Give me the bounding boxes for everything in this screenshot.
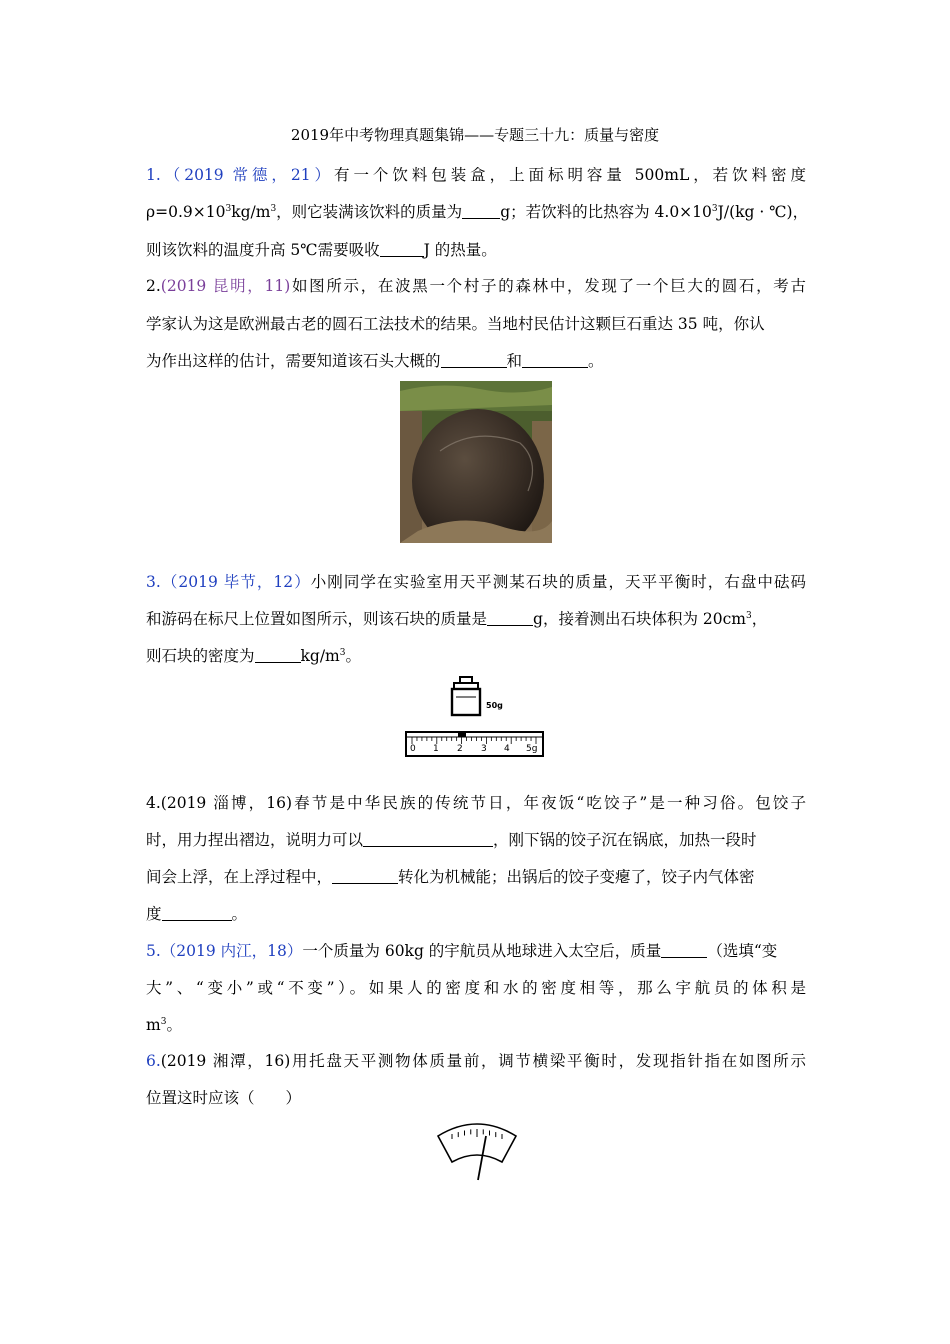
q1-text: ，则它装满该饮料的质量为 — [276, 203, 463, 221]
q3-line-1 — [146, 570, 806, 592]
q3-text: 。 — [345, 647, 361, 665]
q1-line-2 — [146, 200, 809, 222]
q1-blank-mass[interactable] — [462, 204, 500, 219]
q4-text: ，刚下锅的饺子沉在锅底，加热一段时 — [493, 831, 757, 849]
q1-sup: 3 — [711, 204, 718, 214]
q6-text: 用托盘天平测物体质量前，调节横梁平衡时，发现指针指在如图所示 — [290, 1052, 806, 1070]
q2-blank-2[interactable] — [522, 353, 588, 368]
page-title: 2019年中考物理真题集锦——专题三十九：质量与密度 — [290, 126, 660, 144]
q5-source: （2019 内江，18） — [160, 942, 303, 960]
scale-label-2: 2 — [457, 744, 463, 754]
scale-label-1: 1 — [433, 744, 439, 754]
q4-source: (2019 淄博，16) — [160, 794, 293, 812]
q2-number: 2. — [146, 277, 161, 295]
q4-text: 时，用力捏出褶边，说明力可以 — [146, 831, 364, 849]
scale-label-4: 4 — [504, 744, 510, 754]
q3-blank-density[interactable] — [255, 648, 301, 663]
weight-icon — [452, 677, 480, 715]
q1-number: 1. — [146, 166, 161, 184]
q5-text: 大”、“变小”或“不变”）。如果人的密度和水的密度相等，那么宇航员的体积是 — [146, 979, 806, 997]
rider-marker — [458, 732, 466, 737]
q2-text: 学家认为这是欧洲最古老的圆石工法技术的结果。当地村民估计这颗巨石重达 35 吨，你认 — [146, 315, 765, 333]
q3-text: 则石块的密度为 — [146, 647, 255, 665]
q3-sup: 3 — [339, 648, 346, 658]
q1-text: J/(kg · ℃)， — [717, 203, 809, 221]
q3-blank-mass[interactable] — [487, 611, 533, 626]
scale-label-5: 5g — [526, 744, 538, 754]
q4-text: 间会上浮，在上浮过程中， — [146, 868, 333, 886]
q1-sup: 3 — [270, 204, 277, 214]
q4-blank-2[interactable] — [332, 869, 398, 884]
q1-text: 则该饮料的温度升高 5℃需要吸收 — [146, 241, 380, 259]
q2-line-3 — [146, 349, 806, 371]
q2-text: 如图所示，在波黑一个村子的森林中，发现了一个巨大的圆石，考古 — [290, 277, 806, 295]
q6-line-1 — [146, 1049, 806, 1071]
q6-text: 位置这时应该（ ） — [146, 1089, 302, 1107]
q5-text: 一个质量为 60kg 的宇航员从地球进入太空后，质量 — [302, 942, 662, 960]
q2-line-1 — [146, 274, 806, 296]
q5-blank-mass[interactable] — [661, 943, 707, 958]
q5-number: 5. — [146, 942, 161, 960]
weight-label: 50g — [486, 701, 503, 710]
q3-text: ， — [751, 610, 768, 628]
q6-number: 6. — [146, 1052, 161, 1070]
q1-text: kg/m — [231, 203, 271, 221]
ruler-scale — [406, 732, 543, 756]
q4-text: 转化为机械能；出锅后的饺子变瘪了，饺子内气体密 — [398, 868, 755, 886]
q3-sup: 3 — [745, 611, 752, 621]
q2-source: (2019 昆明，11) — [160, 277, 291, 295]
q1-text: 有一个饮料包装盒，上面标明容量 500mL，若饮料密度 — [334, 166, 806, 184]
q2-text: 。 — [588, 352, 604, 370]
q5-text: 。 — [166, 1016, 182, 1034]
q4-blank-1[interactable] — [363, 832, 493, 847]
q5-line-1 — [146, 939, 806, 961]
scale-label-0: 0 — [410, 744, 416, 754]
q1-sup: 3 — [225, 204, 232, 214]
q1-line-1 — [146, 163, 806, 185]
q3-text: kg/m — [300, 647, 340, 665]
q1-blank-heat[interactable] — [380, 242, 424, 257]
q4-number: 4. — [146, 794, 161, 812]
q1-text: ρ=0.9×10 — [146, 203, 226, 221]
q1-text: J 的热量。 — [423, 241, 497, 259]
q6-source: (2019 湘潭，16) — [160, 1052, 291, 1070]
q4-text: 春节是中华民族的传统节日，年夜饭“吃饺子”是一种习俗。包饺子 — [292, 794, 806, 812]
q3-text: 和游码在标尺上位置如图所示，则该石块的质量是 — [146, 610, 488, 628]
q3-line-2 — [146, 607, 806, 629]
q1-source: （2019 常德，21） — [160, 166, 335, 184]
weight-and-scale-figure — [400, 675, 550, 759]
q4-text: 。 — [231, 905, 248, 923]
q2-blank-1[interactable] — [441, 353, 507, 368]
q3-text: g，接着测出石块体积为 20cm — [533, 610, 746, 628]
scale-label-3: 3 — [481, 744, 487, 754]
q5-line-3 — [146, 1013, 806, 1035]
q6-line-2 — [146, 1086, 806, 1108]
q4-line-3 — [146, 865, 806, 887]
q2-line-2 — [146, 312, 806, 334]
balance-pointer-dial — [432, 1118, 522, 1188]
q5-text: （选填“变 — [707, 942, 778, 960]
q3-source: （2019 毕节，12） — [160, 573, 311, 591]
q4-line-2 — [146, 828, 806, 850]
q1-text: g；若饮料的比热容为 4.0×10 — [500, 203, 712, 221]
q2-text: 和 — [506, 352, 523, 370]
boulder-photo — [400, 381, 552, 543]
q5-sup: 3 — [160, 1017, 167, 1027]
q3-text: 小刚同学在实验室用天平测某石块的质量，天平平衡时，右盘中砝码 — [310, 573, 806, 591]
q1-line-3 — [146, 238, 806, 260]
q3-line-3 — [146, 644, 806, 666]
q4-line-1 — [146, 791, 806, 813]
q4-blank-3[interactable] — [162, 906, 232, 921]
q5-line-2 — [146, 976, 806, 998]
q5-text: m — [146, 1016, 161, 1034]
q4-text: 度 — [146, 905, 162, 923]
pointer-needle — [478, 1136, 486, 1180]
q2-text: 为作出这样的估计，需要知道该石头大概的 — [146, 352, 441, 370]
q4-line-4 — [146, 902, 806, 924]
q3-number: 3. — [146, 573, 161, 591]
